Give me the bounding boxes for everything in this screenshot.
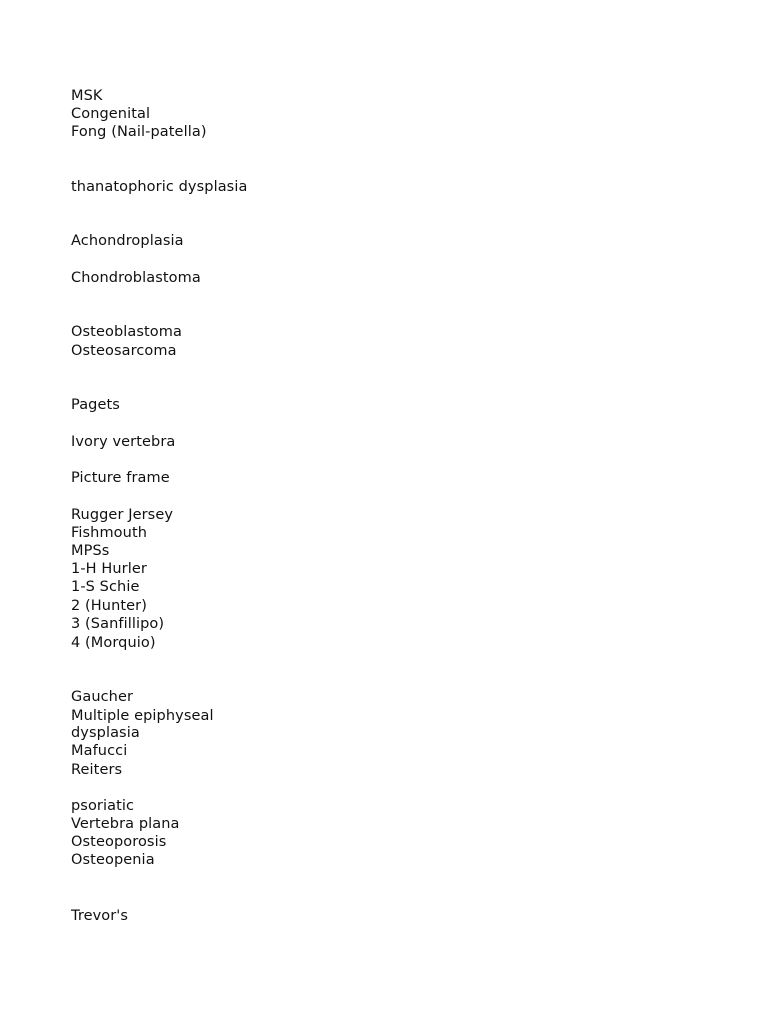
text-line-achondroplasia: Achondroplasia (71, 233, 184, 249)
text-line-dysplasia: dysplasia (71, 725, 140, 741)
text-line-fishmouth: Fishmouth (71, 525, 148, 541)
text-line-osteopenia: Osteopenia (71, 852, 155, 868)
text-line-vertebra-plana: Vertebra plana (71, 816, 180, 832)
text-line-mafucci: Mafucci (71, 743, 128, 759)
text-line-psoriatic: psoriatic (71, 798, 135, 814)
text-line-rugger-jersey: Rugger Jersey (71, 507, 174, 523)
text-line-4-morquio: 4 (Morquio) (71, 635, 156, 651)
text-line-mpss: MPSs (71, 543, 110, 559)
text-line-congenital: Congenital (71, 106, 151, 122)
text-line-1s-schie: 1-S Schie (71, 579, 140, 595)
text-line-msk: MSK (71, 88, 103, 104)
text-line-picture-frame: Picture frame (71, 470, 170, 486)
text-line-chondroblastoma: Chondroblastoma (71, 270, 201, 286)
text-line-1h-hurler: 1-H Hurler (71, 561, 147, 577)
text-line-pagets: Pagets (71, 397, 120, 413)
text-line-thanatophoric-dysplasia: thanatophoric dysplasia (71, 179, 248, 195)
text-line-ivory-vertebra: Ivory vertebra (71, 434, 176, 450)
text-line-reiters: Reiters (71, 762, 123, 778)
text-line-osteoblastoma: Osteoblastoma (71, 324, 182, 340)
text-line-multiple-epiphyseal: Multiple epiphyseal (71, 708, 214, 724)
text-line-trevors: Trevor's (71, 908, 129, 924)
text-line-osteosarcoma: Osteosarcoma (71, 343, 177, 359)
text-line-gaucher: Gaucher (71, 689, 134, 705)
text-line-osteoporosis: Osteoporosis (71, 834, 167, 850)
text-line-fong: Fong (Nail-patella) (71, 124, 207, 140)
text-line-2-hunter: 2 (Hunter) (71, 598, 147, 614)
text-line-3-sanfillipo: 3 (Sanfillipo) (71, 616, 165, 632)
